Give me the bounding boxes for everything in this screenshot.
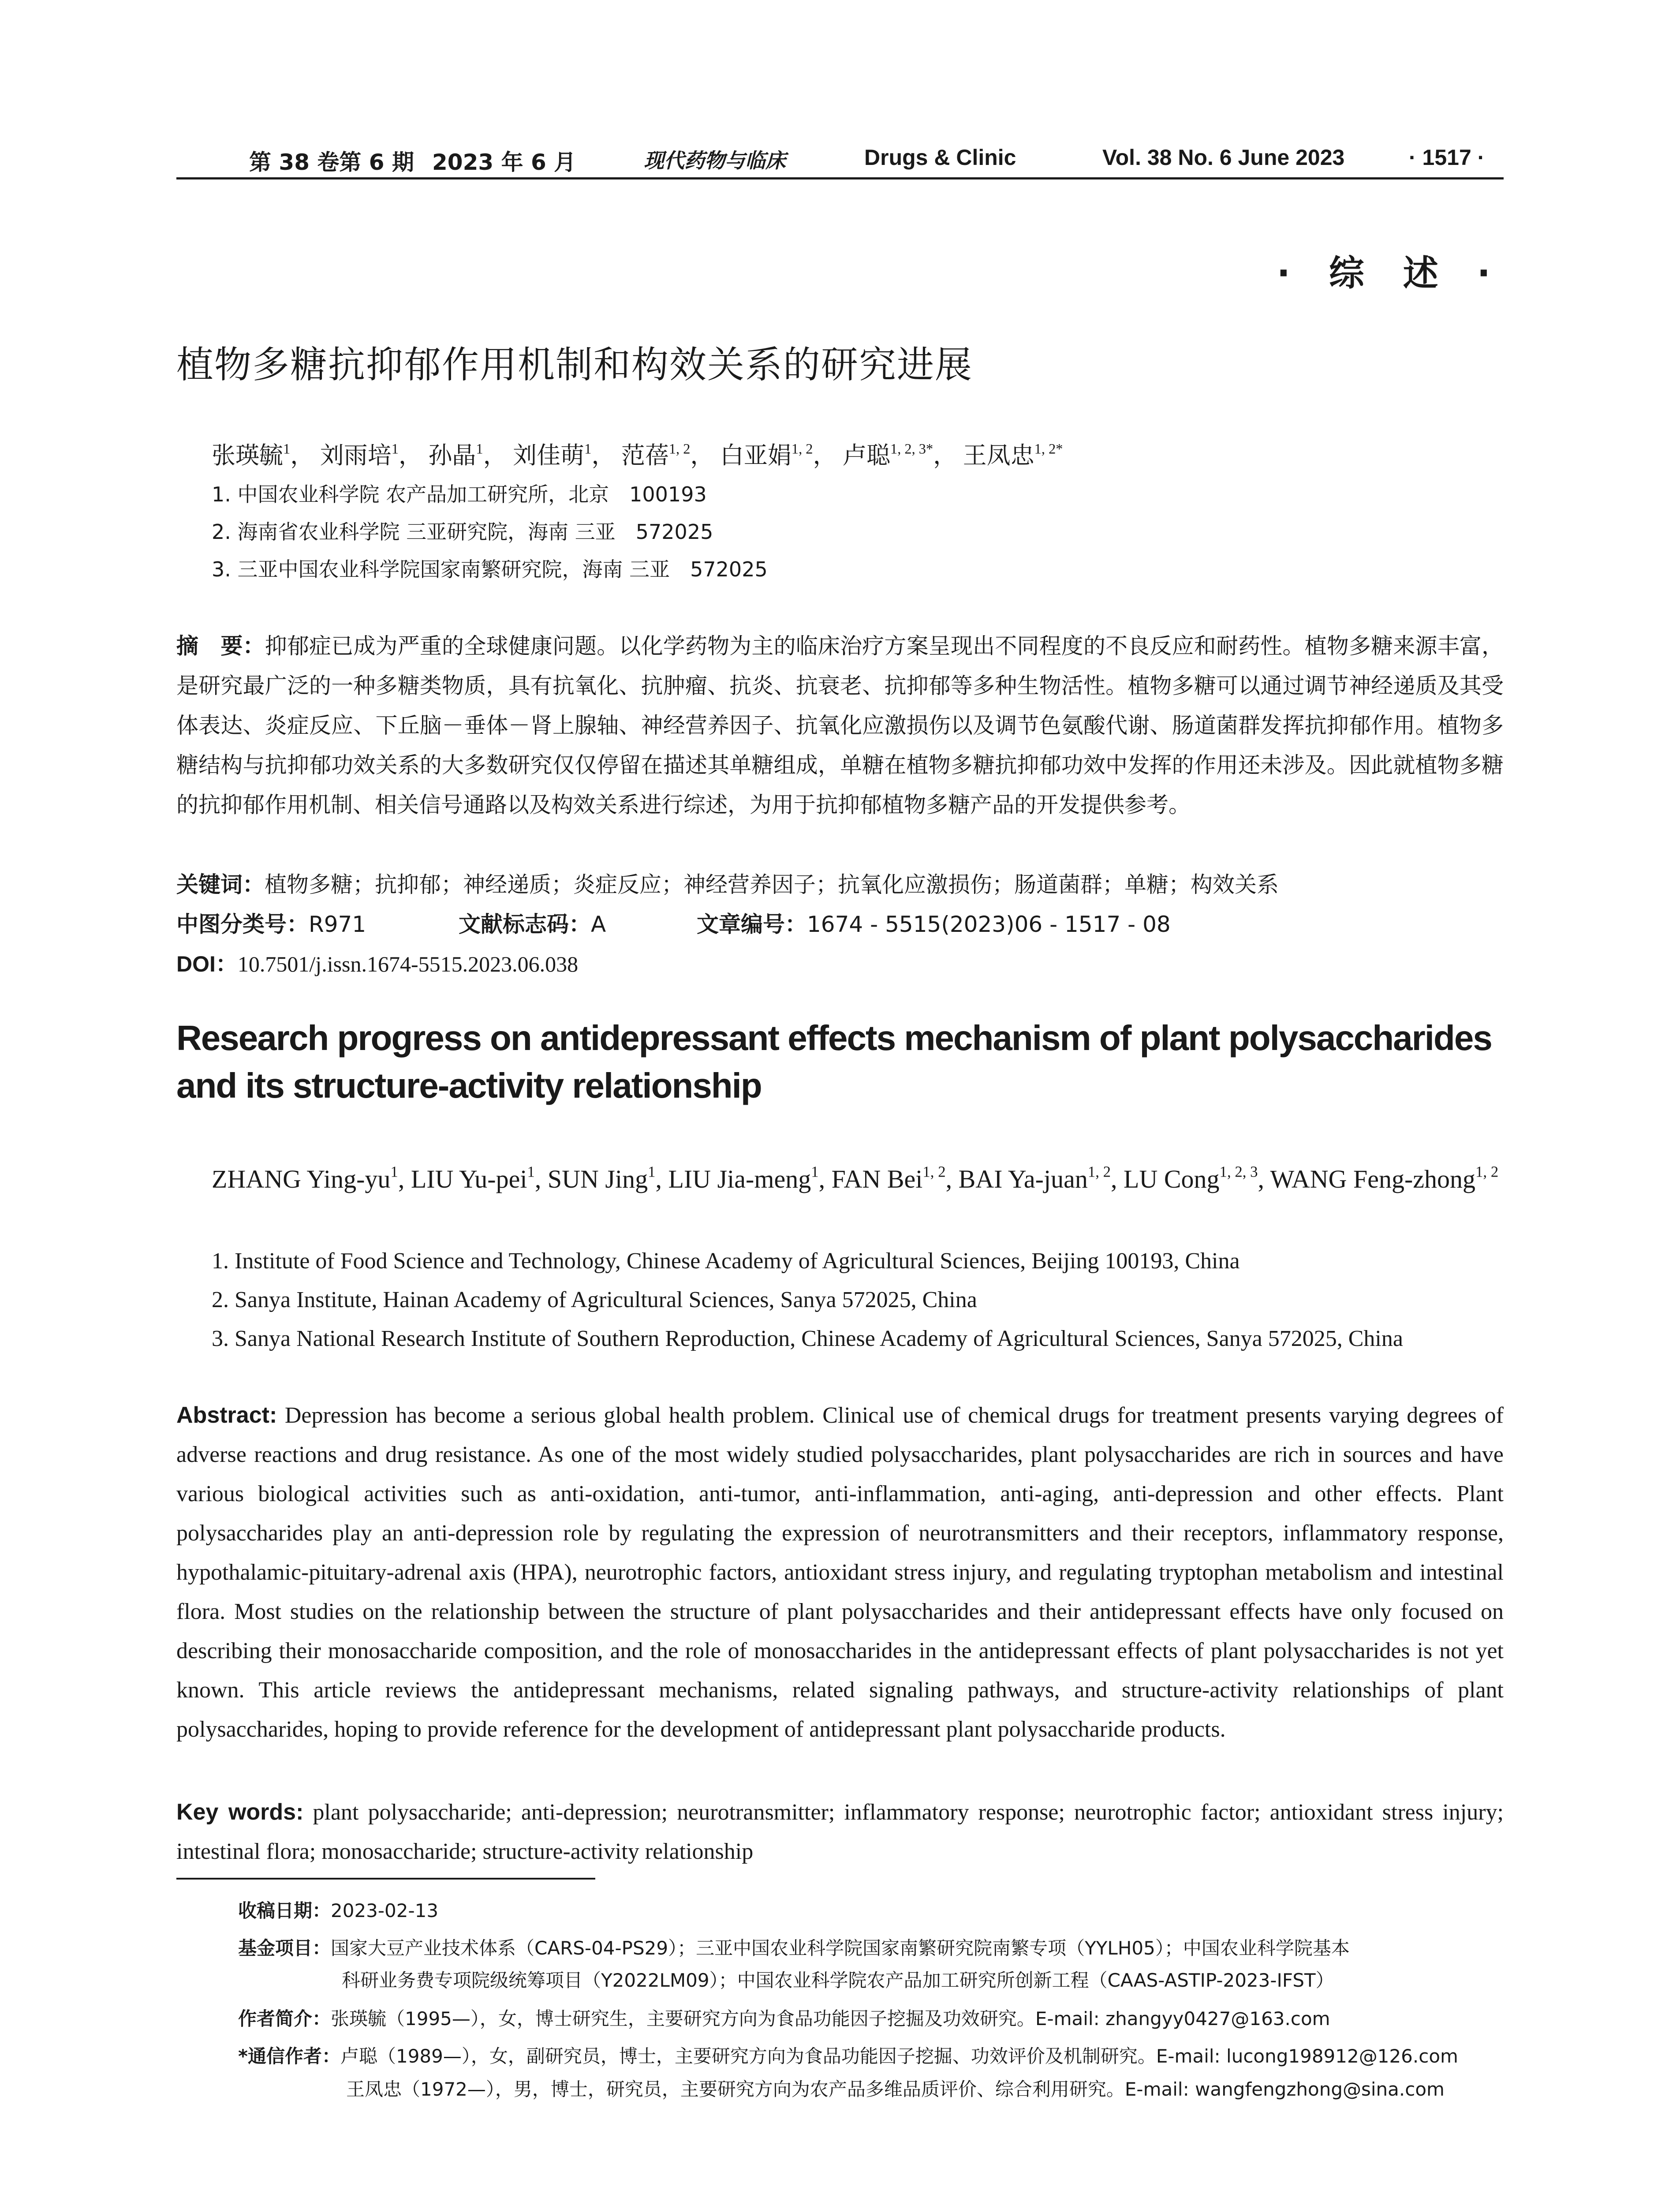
title-en: Research progress on antidepressant effects mechanism of plant polysaccharides and its structure-activity relationship [176, 1018, 1492, 1105]
authors-en: ZHANG Ying-$yu^1$, LIU Yu-pei$^1$, SUN Jing$^1$, LIU Jia-meng$^1$, FAN Bei$^{1, 2}$, BAI Ya-juan$^{1, 2}$, LU Cong$^{1, 2, 3}$, WANG Feng-zhong$^{1, 2}$ [212, 1163, 1499, 1193]
author-aff-mark: 1 [648, 1163, 656, 1181]
fund-label: 基金项目： [238, 1937, 331, 1959]
fund-line-2: 科研业务费专项院级统筹项目（Y2022LM09）；中国农业科学院农产品加工研究所创新工程（CAAS-ASTIP-2023-IFST） [342, 1970, 1334, 1991]
title-cn: 植物多糖抗抑郁作用机制和构效关系的研究进展 [176, 343, 973, 386]
doi-line [176, 946, 578, 978]
bio-label: 作者简介： [238, 2008, 331, 2029]
abstract-en-label: Abstract: [176, 1402, 277, 1428]
footnote-rule [176, 1878, 595, 1880]
abstract-en-text: Depression has become a serious global health problem. Clinical use of chemical drugs for treatment presents varying degrees of adverse reactions and drug resistance. As one of the most widely studied polysaccharides, plant polysaccharides are rich in sources and have various biological activities such as anti-oxidation, anti-tumor, anti-inflammation, anti-aging, anti-depression and other effects. Plant polysaccharides play an anti-depression role by regulating the expression of neurotransmitters and their receptors, inflammatory response, hypothalamic-pituitary-adrenal axis (HPA), neurotrophic factors, antioxidant stress injury, and regulating tryptophan metabolism and intestinal flora. Most studies on the relationship between the structure of plant polysaccharides and their antidepressant effects have only focused on describing their monosaccharide composition, and the role of monosaccharides in the antidepressant effects of plant polysaccharides is not yet known. This article reviews the antidepressant mechanisms, related signaling pathways, and structure-activity relationships of plant polysaccharides, hoping to provide reference for the development of antidepressant plant polysaccharide products. [176, 1403, 1504, 1742]
affiliation-cn-2: 2. 海南省农业科学院 三亚研究院，海南 三亚 572025 [212, 520, 713, 544]
author-cn: 王凤忠 [963, 441, 1034, 469]
affiliation-cn-3: 3. 三亚中国农业科学院国家南繁研究院，海南 三亚 572025 [212, 557, 768, 581]
abstract-en [176, 1396, 1504, 1749]
author-cn: 白亚娟 [720, 441, 791, 469]
footnote-bio [238, 2004, 1330, 2031]
authors-cn: 张瑛毓$^1$， 刘雨培$^1$， 孙晶$^1$， 刘佳萌$^1$， 范蓓$^{1, 2}$， 白亚娟$^{1, 2}$， 卢聪$^{1, 2, 3*}$， 王凤忠$^{1, 2*}$ [212, 441, 1063, 469]
header-rule [176, 177, 1504, 179]
doi-value: 10.7501/j.issn.1674-5515.2023.06.038 [237, 952, 579, 976]
affiliation-en-1: 1. Institute of Food Science and Technology, Chinese Academy of Agricultural Sciences, Beijing 100193, China [212, 1248, 1240, 1274]
doc-code-label: 文献标志码： [459, 912, 591, 937]
author-cn: 范蓓 [621, 441, 669, 469]
header-volume-cn: 第 38 卷第 6 期 [249, 149, 414, 175]
received-value: 2023-02-13 [331, 1900, 439, 1921]
author-cn: 刘佳萌 [513, 441, 585, 469]
affiliation-cn-1: 1. 中国农业科学院 农产品加工研究所，北京 100193 [212, 482, 707, 506]
author-en: LIU Yu-pei [411, 1165, 527, 1193]
author-aff-mark: 1, 2 [1087, 1163, 1111, 1181]
author-aff-mark: 1, 2, 3 [1219, 1163, 1258, 1181]
keywords-cn-text: 植物多糖；抗抑郁；神经递质；炎症反应；神经营养因子；抗氧化应激损伤；肠道菌群；单糖；构效关系 [265, 872, 1279, 897]
author-aff-mark: 1 [283, 441, 291, 457]
received-label: 收稿日期： [238, 1900, 331, 1921]
footnote-fund [238, 1934, 1350, 1960]
author-en: SUN Jing [547, 1165, 648, 1193]
keywords-en-text: plant polysaccharide; anti-depression; neurotransmitter; inflammatory response; neurotrophic factor; antioxidant stress injury; intestinal flora; monosaccharide; structure-activity relationship [176, 1800, 1504, 1864]
header-volume-en: Vol. 38 No. 6 June 2023 [1102, 145, 1345, 170]
article-number-value: 1674 - 5515(2023)06 - 1517 - 08 [807, 912, 1171, 937]
abstract-cn-label: 摘 要： [176, 633, 265, 659]
doc-code-value: A [591, 912, 606, 937]
author-aff-mark: 1 [390, 1163, 398, 1181]
doc-code-line [459, 907, 606, 938]
author-aff-mark: 1 [584, 441, 592, 457]
author-cn: 孙晶 [428, 441, 476, 469]
classification-line [176, 907, 366, 938]
running-header [176, 140, 1504, 180]
author-en: LU Cong [1124, 1165, 1220, 1193]
abstract-cn-text: 抑郁症已成为严重的全球健康问题。以化学药物为主的临床治疗方案呈现出不同程度的不良反应和耐药性。植物多糖来源丰富，是研究最广泛的一种多糖类物质，具有抗氧化、抗肿瘤、抗炎、抗衰老、抗抑郁等多种生物活性。植物多糖可以通过调节神经递质及其受体表达、炎症反应、下丘脑－垂体－肾上腺轴、神经营养因子、抗氧化应激损伤以及调节色氨酸代谢、肠道菌群发挥抗抑郁作用。植物多糖结构与抗抑郁功效关系的大多数研究仅仅停留在描述其单糖组成，单糖在植物多糖抗抑郁功效中发挥的作用还未涉及。因此就植物多糖的抗抑郁作用机制、相关信号通路以及构效关系进行综述，为用于抗抑郁植物多糖产品的开发提供参考。 [176, 633, 1504, 818]
author-aff-mark: 1, 2* [1034, 441, 1063, 457]
keywords-en [176, 1793, 1504, 1871]
author-en: WANG Feng-zhong [1270, 1165, 1476, 1193]
keywords-en-label: Key words: [176, 1799, 304, 1825]
author-cn: 卢聪 [843, 441, 890, 469]
author-aff-mark: 1, 2 [791, 441, 813, 457]
keywords-cn-label: 关键词： [176, 872, 265, 897]
header-journal-en: Drugs & Clinic [864, 145, 1016, 170]
author-aff-mark: 1, 2 [668, 441, 691, 457]
header-journal-cn: 现代药物与临床 [644, 149, 786, 172]
author-cn: 张瑛毓 [212, 441, 283, 469]
affiliation-en-2: 2. Sanya Institute, Hainan Academy of Agricultural Sciences, Sanya 572025, China [212, 1287, 977, 1312]
section-label: · 综 述 · [1277, 253, 1504, 294]
article-number-label: 文章编号： [697, 912, 807, 937]
article-number-line [697, 907, 1171, 938]
keywords-cn [176, 867, 1279, 899]
footnote-corresponding [238, 2042, 1458, 2068]
author-en: LIU Jia-meng [668, 1165, 811, 1193]
author-aff-mark: 1 [527, 1163, 535, 1181]
abstract-cn [176, 626, 1504, 825]
author-aff-mark: 1 [476, 441, 483, 457]
author-en: FAN Bei [831, 1165, 923, 1193]
fund-line-1: 国家大豆产业技术体系（CARS-04-PS29）；三亚中国农业科学院国家南繁研究院南繁专项（YYLH05）；中国农业科学院基本 [331, 1937, 1350, 1959]
author-en: BAI Ya-juan [958, 1165, 1088, 1193]
author-cn: 刘雨培 [320, 441, 392, 469]
corr-line-1: 卢聪（1989—），女，副研究员，博士，主要研究方向为食品功能因子挖掘、功效评价及机制研究。E-mail: lucong198912@126.com [340, 2045, 1458, 2067]
corr-label: *通信作者： [238, 2045, 340, 2067]
doi-label: DOI： [176, 952, 238, 976]
bio-value: 张瑛毓（1995—），女，博士研究生，主要研究方向为食品功能因子挖掘及功效研究。E-mail: zhangyy0427@163.com [331, 2008, 1330, 2029]
header-page-number: · 1517 · [1409, 145, 1485, 170]
author-aff-mark: 1, 2 [1475, 1163, 1499, 1181]
corr-line-2: 王凤忠（1972—），男，博士，研究员，主要研究方向为农产品多维品质评价、综合利用研究。E-mail: wangfengzhong@sina.com [346, 2078, 1445, 2100]
author-aff-mark: 1 [391, 441, 399, 457]
author-aff-mark: 1, 2 [922, 1163, 946, 1181]
clc-label: 中图分类号： [176, 912, 309, 937]
author-en: ZHANG Ying-yu [212, 1165, 391, 1193]
header-date-cn: 2023 年 6 月 [432, 149, 576, 175]
footnote-received [238, 1896, 438, 1923]
clc-value: R971 [309, 912, 366, 937]
author-aff-mark: 1 [811, 1163, 819, 1181]
author-aff-mark: 1, 2, 3* [890, 441, 933, 457]
affiliation-en-3: 3. Sanya National Research Institute of Southern Reproduction, Chinese Academy of Agricultural Sciences, Sanya 572025, China [212, 1326, 1403, 1351]
